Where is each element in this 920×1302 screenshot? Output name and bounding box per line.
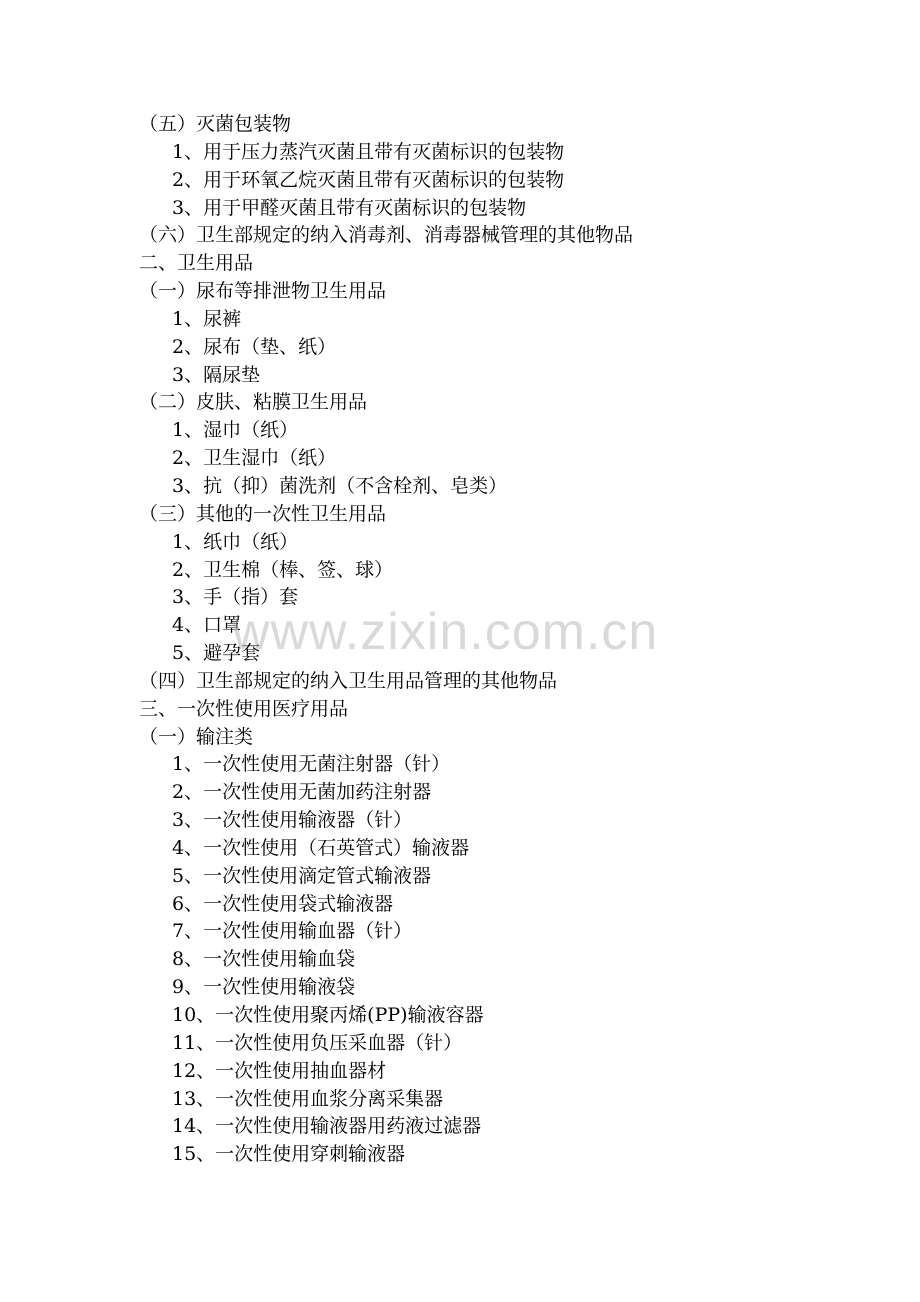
list-item: 3、抗（抑）菌洗剂（不含栓剂、皂类） <box>172 474 508 497</box>
subsection-heading: （一）输注类 <box>139 725 254 748</box>
list-item: 5、避孕套 <box>172 642 261 665</box>
list-item: 1、尿裤 <box>172 307 242 330</box>
list-item: 3、隔尿垫 <box>172 363 261 386</box>
list-item: 2、用于环氧乙烷灭菌且带有灭菌标识的包装物 <box>172 168 565 191</box>
list-item: 13、一次性使用血浆分离采集器 <box>172 1087 444 1110</box>
list-item: 4、一次性使用（石英管式）输液器 <box>172 836 470 859</box>
subsection-heading: （三）其他的一次性卫生用品 <box>139 502 387 525</box>
list-item: 2、卫生湿巾（纸） <box>172 447 337 470</box>
list-item: 12、一次性使用抽血器材 <box>172 1059 387 1082</box>
watermark: www.zixin.com.cn <box>232 603 659 661</box>
list-item: 3、手（指）套 <box>172 586 299 609</box>
list-item: 1、一次性使用无菌注射器（针） <box>172 753 451 776</box>
section-heading: 二、卫生用品 <box>139 252 254 275</box>
list-item: 5、一次性使用滴定管式输液器 <box>172 864 432 887</box>
list-item: 3、一次性使用输液器（针） <box>172 809 413 832</box>
subsection-heading: （五）灭菌包装物 <box>139 113 292 135</box>
list-item: 11、一次性使用负压采血器（针） <box>172 1031 463 1054</box>
list-item: 2、一次性使用无菌加药注射器 <box>172 781 432 804</box>
list-item: 15、一次性使用穿刺输液器 <box>172 1143 406 1166</box>
subsection-heading: （二）皮肤、粘膜卫生用品 <box>139 391 368 414</box>
list-item: 4、口罩 <box>172 614 242 637</box>
list-item: 9、一次性使用输液袋 <box>172 976 356 999</box>
document-body <box>0 111 920 1169</box>
subsection-heading: （一）尿布等排泄物卫生用品 <box>139 280 387 303</box>
subsection-heading: （六）卫生部规定的纳入消毒剂、消毒器械管理的其他物品 <box>139 224 634 247</box>
list-item: 2、卫生棉（棒、签、球） <box>172 558 394 581</box>
list-item: 10、一次性使用聚丙烯(PP)输液容器 <box>172 1004 484 1026</box>
list-item: 2、尿布（垫、纸） <box>172 335 337 358</box>
subsection-heading: （四）卫生部规定的纳入卫生用品管理的其他物品 <box>139 669 558 692</box>
list-item: 1、纸巾（纸） <box>172 530 299 553</box>
list-item: 1、湿巾（纸） <box>172 419 299 442</box>
list-item: 3、用于甲醛灭菌且带有灭菌标识的包装物 <box>172 196 527 219</box>
list-item: 7、一次性使用输血器（针） <box>172 920 413 943</box>
list-item: 6、一次性使用袋式输液器 <box>172 892 394 915</box>
list-item: 14、一次性使用输液器用药液过滤器 <box>172 1115 482 1138</box>
list-item: 1、用于压力蒸汽灭菌且带有灭菌标识的包装物 <box>172 140 565 163</box>
list-item: 8、一次性使用输血袋 <box>172 948 356 971</box>
section-heading: 三、一次性使用医疗用品 <box>139 697 349 720</box>
